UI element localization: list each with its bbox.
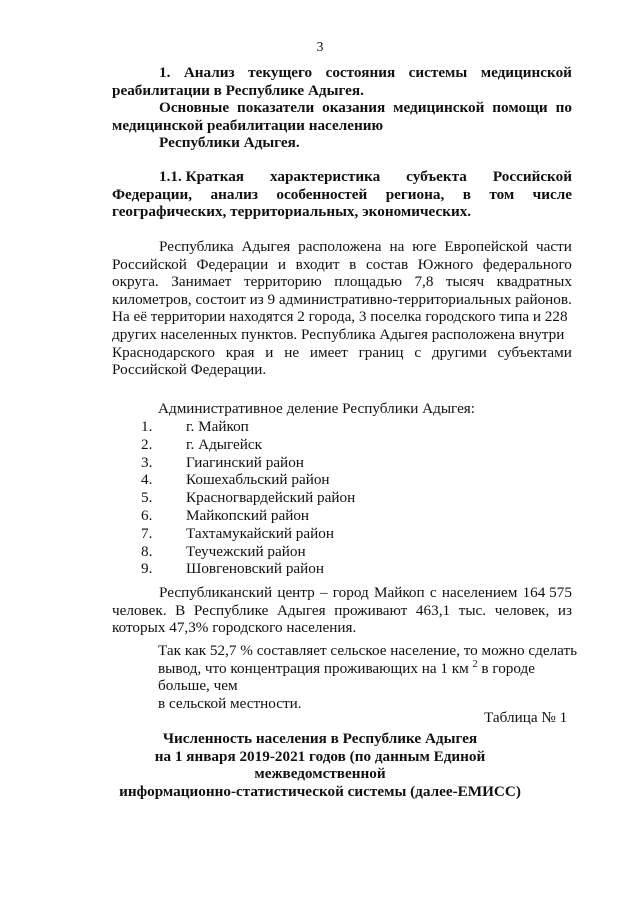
paragraph-word: федерального [482, 255, 572, 273]
paragraph-word: с [414, 343, 422, 361]
paragraph-population-line-1 [112, 584, 572, 602]
table-title-line: межведомственной [254, 765, 386, 783]
admin-division-title: Административное деление Республики Адыгея: [158, 400, 476, 417]
list-item [141, 489, 355, 507]
paragraph-population-line-2-word: Адыгея [276, 601, 326, 619]
paragraph-population-line-2 [112, 602, 572, 620]
paragraph-word: площадью [334, 273, 402, 291]
list-item-number: 5. [141, 489, 153, 507]
list-item [141, 507, 355, 525]
list-item [141, 560, 355, 578]
paragraph-word: Российской [112, 255, 187, 273]
list-item [141, 418, 355, 436]
section-1-title-word: состояния [325, 64, 396, 81]
paragraph-population-line-2-word: из [557, 601, 572, 619]
paragraph-word: 7,8 [414, 273, 434, 291]
table-caption: Таблица № 1 [484, 709, 568, 726]
paragraph-population-line-2-word: 463,1 [415, 601, 451, 619]
paragraph-line: Российской Федерации. [112, 361, 267, 379]
paragraph-line [112, 273, 572, 291]
list-item-number: 9. [141, 560, 153, 578]
paragraph-population-line-2-word: человек. [112, 601, 167, 619]
paragraph-word: другими [431, 343, 487, 361]
paragraph-word: имеет [309, 343, 348, 361]
paragraph-rural-line-2 [158, 660, 578, 695]
paragraph-word: Адыгея [241, 238, 291, 255]
section-1-1-line-1-word: Российской [492, 168, 572, 185]
list-item [141, 436, 355, 454]
section-1-subtitle-word: медицинской [393, 99, 485, 117]
paragraph-word: и [277, 255, 287, 273]
paragraph-rural [158, 642, 578, 712]
section-1-title-word: текущего [248, 64, 313, 81]
section-1-1-line-1-word: 1.1. Краткая [159, 168, 245, 185]
section-1-1-line-2-word: особенностей [276, 185, 368, 203]
paragraph-word: на [389, 238, 405, 255]
section-1-title-word: системы [408, 64, 468, 81]
paragraph-population-line-2-word: тыс. [458, 601, 487, 619]
paragraph-word: территорию [243, 273, 322, 291]
section-1-subtitle-line-3: Республики Адыгея. [159, 134, 300, 152]
list-item [141, 471, 355, 489]
paragraph-word: Республика [159, 238, 234, 255]
paragraph-population-line-1-word: центр [277, 584, 315, 601]
paragraph-line: километров, состоит из 9 административно-территориальных районов. [112, 290, 572, 308]
section-1-1-line-2-word: анализ [210, 185, 258, 203]
section-1-1-line-1-word: характеристика [269, 168, 381, 185]
paragraph-population-line-1-word: Майкоп [373, 584, 425, 601]
list-item-number: 2. [141, 435, 153, 453]
paragraph-word: состав [365, 255, 409, 273]
paragraph-word: Занимает [171, 273, 232, 291]
section-1-heading [112, 64, 572, 152]
table-title-line: Численность населения в Республике Адыгея [162, 730, 478, 747]
paragraph-line: На её территории находятся 2 города, 3 поселка городского типа и 228 [112, 308, 568, 326]
admin-division-list [141, 418, 355, 578]
paragraph-population-line-1-word: с [429, 584, 437, 601]
list-item-number: 6. [141, 506, 153, 524]
paragraph-population-line-3: которых 47,3% городского населения. [112, 619, 357, 637]
section-1-subtitle-word: помощи [492, 99, 548, 117]
paragraph-line [112, 344, 572, 362]
paragraph-rural-line-3: в сельской местности. [158, 694, 302, 712]
list-item-name: Тахтамукайский район [186, 524, 334, 542]
section-1-subtitle-line-2: медицинской реабилитации населению [112, 116, 384, 134]
paragraph-population-line-1-word: – [319, 584, 328, 601]
section-1-title-word: 1. [159, 64, 171, 81]
list-item-number: 3. [141, 453, 153, 471]
section-1-title-word: Анализ [183, 64, 235, 81]
list-item-number: 8. [141, 542, 153, 560]
paragraph-population-line-1-word: населением [441, 584, 518, 601]
paragraph-population-line-2-word: проживают [334, 601, 408, 619]
list-item [141, 543, 355, 561]
paragraph-word: юге [412, 238, 437, 255]
section-1-1-line-2-word: региона, [385, 185, 445, 203]
paragraph-population-line-2-word: Республике [193, 601, 269, 619]
paragraph-word: округа. [112, 273, 159, 291]
section-1-subtitle-line-1 [112, 99, 572, 117]
paragraph-word: Краснодарского [112, 343, 215, 361]
list-item-name: Теучежский район [186, 542, 306, 560]
section-1-1-heading [112, 168, 572, 221]
paragraph-word: в [349, 255, 357, 273]
paragraph-word: Европейской [444, 238, 529, 255]
paragraph-population-line-2-word: человек, [494, 601, 550, 619]
paragraph-word: части [536, 238, 572, 255]
paragraph-line [112, 238, 572, 256]
page-number: 3 [316, 39, 324, 54]
paragraph-region-description [112, 238, 572, 379]
paragraph-population-line-1-word: город [332, 584, 369, 601]
section-1-title-line-2: реабилитации в Республике Адыгея. [112, 81, 364, 99]
paragraph-population-line-1-word: 164 575 [522, 584, 572, 601]
list-item-name: г. Майкоп [186, 418, 249, 435]
section-1-1-line-2-word: том [489, 185, 515, 203]
paragraph-rural-line-2-tail: в городе больше, чем [158, 659, 536, 695]
table-title-line: на 1 января 2019-2021 годов (по данным Единой [154, 747, 486, 765]
section-1-1-line-2-word: Федерации, [112, 185, 193, 203]
section-1-1-line-1 [112, 168, 572, 186]
section-1-title-word: медицинской [480, 64, 572, 81]
table-title [0, 730, 640, 801]
paragraph-word: края [225, 343, 255, 361]
list-item-name: Кошехабльский район [186, 471, 330, 489]
paragraph-word: квадратных [496, 273, 572, 291]
paragraph-word: Южного [417, 255, 474, 273]
paragraph-population-line-1-word: Республиканский [159, 584, 273, 601]
list-item [141, 525, 355, 543]
section-1-subtitle-word: показатели [236, 99, 315, 117]
table-title-line: информационно-статистической системы (далее-ЕМИСС) [119, 783, 521, 801]
paragraph-word: не [284, 343, 300, 361]
section-1-subtitle-word: Основные [159, 99, 230, 117]
paragraph-population [112, 584, 572, 637]
paragraph-word: Федерации [196, 255, 269, 273]
section-1-subtitle-word: по [555, 99, 572, 117]
list-item-name: Майкопский район [186, 506, 310, 524]
list-item-name: Гиагинский район [186, 453, 304, 471]
section-1-1-line-2-word: в [462, 185, 471, 203]
section-1-1-line-1-word: субъекта [406, 168, 467, 185]
paragraph-rural-line-2-text: вывод, что концентрация проживающих на 1 км [158, 659, 473, 677]
list-item [141, 454, 355, 472]
paragraph-word: и [265, 343, 274, 361]
paragraph-word: тысяч [445, 273, 485, 291]
paragraph-line [112, 256, 572, 274]
superscript-2: 2 [472, 658, 478, 670]
list-item-name: Шовгеновский район [186, 560, 325, 578]
paragraph-word: расположена [298, 238, 382, 255]
section-1-title-line-1 [112, 64, 572, 82]
paragraph-word: границ [358, 343, 404, 361]
paragraph-rural-line-1: Так как 52,7 % составляет сельское население, то можно сделать [158, 642, 578, 659]
section-1-subtitle-word: оказания [322, 99, 386, 117]
list-item-name: г. Адыгейск [186, 435, 263, 453]
paragraph-word: субъектами [497, 343, 572, 361]
list-item-number: 4. [141, 471, 153, 489]
section-1-1-line-2-word: числе [532, 185, 572, 203]
section-1-1-line-2 [112, 186, 572, 204]
list-item-number: 7. [141, 524, 153, 542]
paragraph-line: других населенных пунктов. Республика Адыгея расположена внутри [112, 325, 565, 343]
paragraph-population-line-2-word: В [175, 601, 186, 619]
list-item-name: Красногвардейский район [186, 489, 356, 507]
paragraph-word: входит [295, 255, 340, 273]
list-item-number: 1. [141, 418, 153, 435]
section-1-1-line-3: географических, территориальных, экономических. [112, 203, 472, 221]
